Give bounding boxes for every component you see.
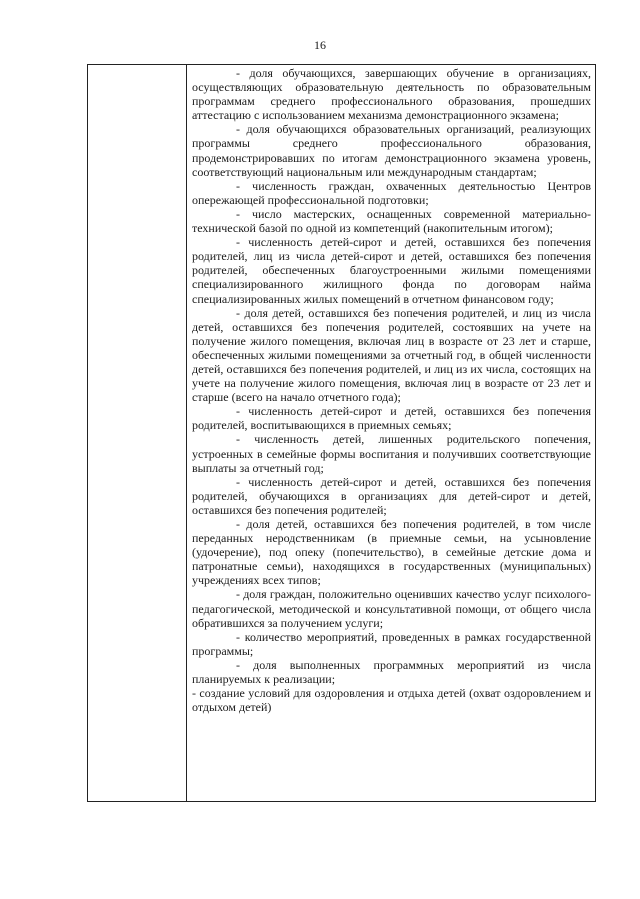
table-left-cell bbox=[88, 65, 187, 801]
indicator-paragraph: - доля граждан, положительно оценивших качество услуг психолого-педагогической, методической и консультативной помощи, от общего числа обратившихся за получением услуги; bbox=[192, 587, 591, 630]
indicator-paragraph: - численность граждан, охваченных деятельностью Центров опережающей профессиональной подготовки; bbox=[192, 178, 591, 207]
indicator-paragraph: - численность детей-сирот и детей, оставшихся без попечения родителей, обучающихся в организациях для детей-сирот и детей, оставшихся без попечения родителей; bbox=[192, 474, 591, 517]
indicator-paragraph: - доля выполненных программных мероприятий из числа планируемых к реализации; bbox=[192, 657, 591, 687]
indicator-paragraph: - доля детей, оставшихся без попечения родителей, в том числе переданных неродственникам (в приемные семьи, на усыновление (удочерение), под опеку (попечительство), в семейные детские дома и патронатные семьи), находящихся в государственных (муниципальных) учреждениях всех типов; bbox=[192, 517, 591, 588]
indicator-paragraph: - доля обучающихся образовательных организаций, реализующих программы среднего профессионального образования, продемонстрировавших по итогам демонстрационного экзамена уровень, соответствующий национальным или международным стандартам; bbox=[192, 122, 591, 179]
indicator-paragraph: - численность детей, лишенных родительского попечения, устроенных в семейные формы воспитания и получивших соответствующие выплаты за отчетный год; bbox=[192, 432, 591, 475]
indicator-paragraph: - количество мероприятий, проведенных в рамках государственной программы; bbox=[192, 629, 591, 658]
table-right-cell bbox=[192, 66, 591, 714]
indicator-paragraph: - число мастерских, оснащенных современной материально-технической базой по одной из компетенций (накопительным итогом); bbox=[192, 206, 591, 236]
indicator-paragraph: - доля детей, оставшихся без попечения родителей, и лиц из числа детей, оставшихся без попечения родителей, состоявших на учете на получение жилого помещения, включая лиц в возрасте от 23 лет и старше, обеспеченных жилыми помещениями за отчетный год, в общей численности детей, оставшихся без попечения родителей, и лиц из их числа, состоящих на учете на получение жилого помещения, включая лиц в возрасте от 23 лет и старше (всего на начало отчетного года); bbox=[192, 305, 591, 405]
indicator-paragraph: - численность детей-сирот и детей, оставшихся без попечения родителей, лиц из числа детей-сирот и детей, оставшихся без попечения родителей, обеспеченных благоустроенными жилыми помещениями специализированного жилищного фонда по договорам найма специализированных жилых помещений в отчетном финансовом году; bbox=[192, 235, 591, 306]
indicator-paragraph: - доля обучающихся, завершающих обучение в организациях, осуществляющих образовательную деятельность по образовательным программам среднего профессионального образования, прошедших аттестацию с использованием механизма демонстрационного экзамена; bbox=[192, 66, 591, 123]
page-number: 16 bbox=[314, 38, 326, 52]
document-table bbox=[87, 64, 596, 802]
indicator-paragraph: - создание условий для оздоровления и отдыха детей (охват оздоровлением и отдыхом детей) bbox=[192, 686, 591, 715]
indicator-paragraph: - численность детей-сирот и детей, оставшихся без попечения родителей, воспитывающихся в приемных семьях; bbox=[192, 404, 591, 433]
